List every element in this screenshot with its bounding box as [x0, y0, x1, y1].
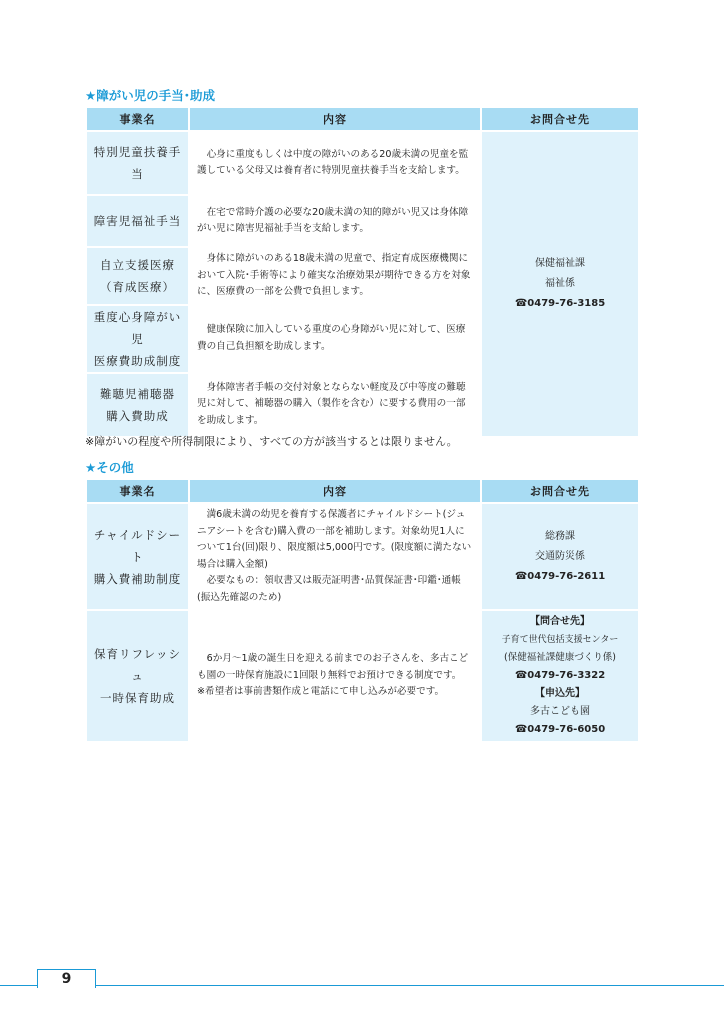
section-title-disability: ★障がい児の手当･助成 — [85, 88, 215, 103]
program-description: 在宅で常時介護の必要な20歳未満の知的障がい児又は身体障がい児に障害児福祉手当を支給します。 — [190, 196, 480, 246]
header-program-name: 事業名 — [87, 108, 188, 130]
page-number: 9 — [37, 969, 96, 988]
contact-cell — [482, 611, 638, 741]
eligibility-note: ※障がいの程度や所得制限により、すべての方が該当するとは限りません。 — [85, 435, 458, 448]
header-contact: お問合せ先 — [482, 480, 638, 502]
header-content: 内容 — [190, 480, 480, 502]
program-description: 6か月～1歳の誕生日を迎える前までのお子さんを、多古こども園の一時保育施設に1回限り無料でお預けできる制度です。 ※希望者は事前書類作成と電話にて申し込みが必要です。 — [190, 611, 480, 741]
header-program-name: 事業名 — [87, 480, 188, 502]
contact-phone: ☎0479-76-3322 — [514, 670, 606, 681]
contact-cell — [482, 504, 638, 609]
contact-section: 福祉係 — [545, 277, 575, 289]
table-row — [87, 611, 638, 741]
other-programs-table — [85, 478, 640, 743]
contact-phone: ☎0479-76-2611 — [514, 570, 606, 582]
inquiry-section: (保健福祉課健康づくり係) — [504, 652, 616, 663]
disability-allowance-table — [85, 106, 640, 438]
contact-section: 交通防災係 — [535, 550, 585, 562]
header-content: 内容 — [190, 108, 480, 130]
program-name: 自立支援医療 （育成医療） — [87, 248, 188, 304]
contact-dept: 総務課 — [545, 530, 575, 542]
program-name: 障害児福祉手当 — [87, 196, 188, 246]
table-header-row — [87, 480, 638, 502]
program-description: 心身に重度もしくは中度の障がいのある20歳未満の児童を監護している父母又は養育者に特別児童扶養手当を支給します。 — [190, 132, 480, 194]
inquiry-label: 【問合せ先】 — [530, 616, 590, 627]
contact-dept: 保健福祉課 — [535, 257, 585, 269]
table-row — [87, 504, 638, 609]
inquiry-dept: 子育て世代包括支援センター — [501, 635, 619, 645]
program-description: 健康保険に加入している重度の心身障がい児に対して、医療費の自己負担額を助成します。 — [190, 306, 480, 372]
contact-cell — [482, 132, 638, 436]
table-row — [87, 132, 638, 194]
table-header-row — [87, 108, 638, 130]
program-name: 難聴児補聴器 購入費助成 — [87, 374, 188, 436]
program-description: 身体障害者手帳の交付対象とならない軽度及び中等度の難聴児に対して、補聴器の購入（製作を含む）に要する費用の一部を助成します。 — [190, 374, 480, 436]
section-title-other: ★その他 — [85, 460, 134, 475]
program-description: 身体に障がいのある18歳未満の児童で、指定育成医療機関において入院･手術等により確実な治療効果が期待できる方を対象に、医療費の一部を公費で負担します。 — [190, 248, 480, 304]
apply-label: 【申込先】 — [535, 688, 585, 699]
program-name: 重度心身障がい児 医療費助成制度 — [87, 306, 188, 372]
apply-dept: 多古こども園 — [530, 706, 590, 717]
program-name: 特別児童扶養手当 — [87, 132, 188, 194]
contact-phone: ☎0479-76-3185 — [514, 297, 606, 309]
program-name: 保育リフレッシュ 一時保育助成 — [87, 611, 188, 741]
program-description: 満6歳未満の幼児を養育する保護者にチャイルドシート(ジュニアシートを含む)購入費の一部を補助します。対象幼児1人について1台(回)限り、限度額は5,000円です。(限度額に満たない場合は購入金額) 必要なもの：領収書又は販売証明書･品質保証書･印鑑･通帳(振込先確認のため) — [190, 504, 480, 609]
apply-phone: ☎0479-76-6050 — [514, 724, 606, 735]
program-name: チャイルドシート 購入費補助制度 — [87, 504, 188, 609]
header-contact: お問合せ先 — [482, 108, 638, 130]
footer-rule — [0, 985, 724, 986]
